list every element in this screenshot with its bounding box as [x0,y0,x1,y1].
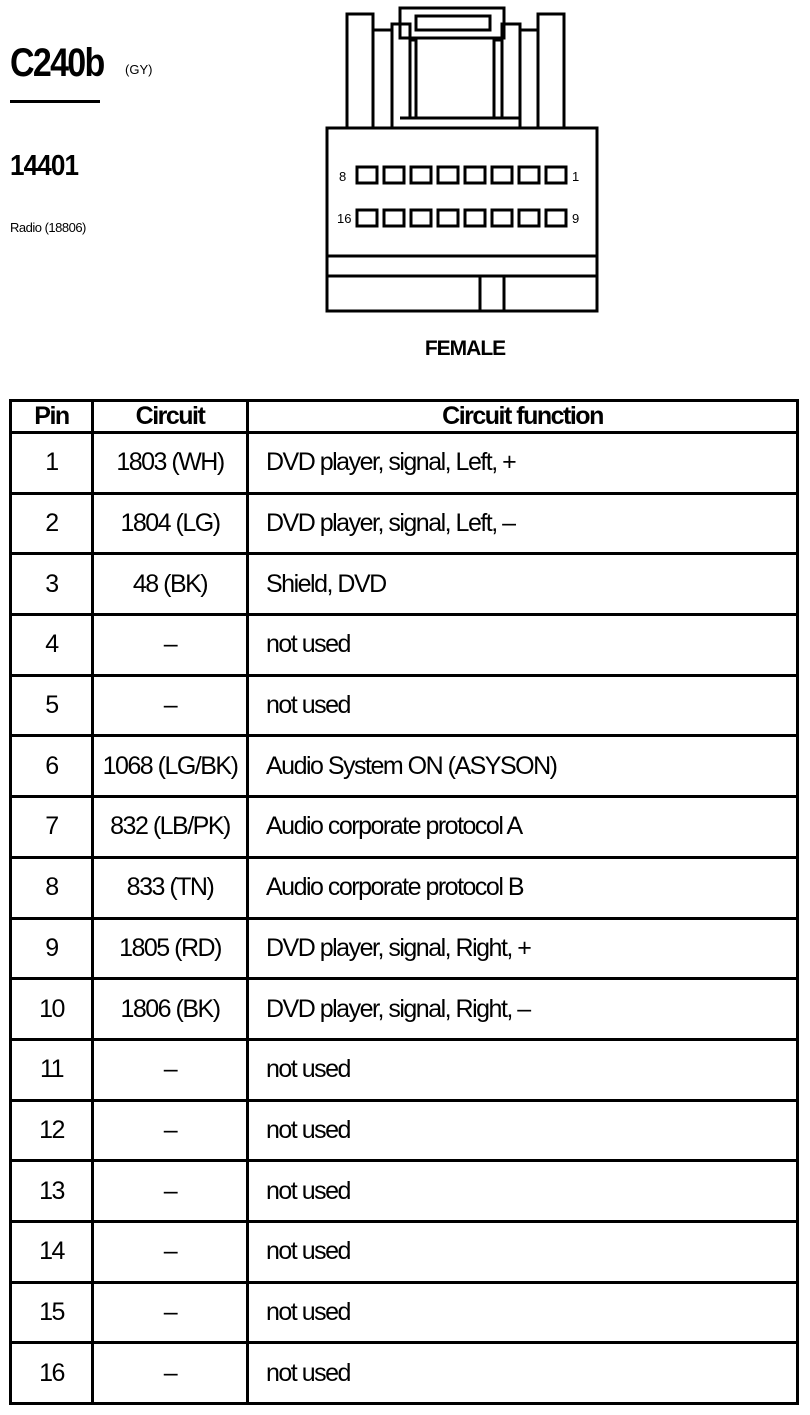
circuit-cell: – [93,1161,248,1222]
function-cell: not used [248,1100,798,1161]
pin-cell: 8 [11,857,93,918]
table-row [11,857,798,918]
pin-cell: 16 [11,1343,93,1404]
circuit-cell: – [93,1039,248,1100]
cavity-row-top [357,167,566,183]
circuit-cell: 1803 (WH) [93,433,248,494]
pin-label-8: 8 [339,169,347,184]
table-row [11,1282,798,1343]
connector-key [480,276,504,311]
pin-cell: 4 [11,615,93,676]
pin-table [9,399,799,1405]
function-cell: not used [248,675,798,736]
connector-id-underline [10,100,100,103]
circuit-cell: 832 (LB/PK) [93,797,248,858]
pin-cell: 11 [11,1039,93,1100]
circuit-cell: 1804 (LG) [93,493,248,554]
table-row [11,797,798,858]
connector-face-diagram [320,0,610,320]
function-cell: Audio corporate protocol A [248,797,798,858]
table-row [11,736,798,797]
circuit-cell: 1068 (LG/BK) [93,736,248,797]
function-cell: DVD player, signal, Right, + [248,918,798,979]
circuit-cell: 1806 (BK) [93,979,248,1040]
pin-label-9: 9 [572,211,580,226]
gender-label: FEMALE [424,337,506,360]
table-row [11,493,798,554]
circuit-cell: – [93,615,248,676]
circuit-cell: 48 (BK) [93,554,248,615]
pin-cell: 3 [11,554,93,615]
component-name: Radio (18806) [10,220,86,235]
circuit-cell: – [93,1100,248,1161]
table-row [11,675,798,736]
color-code: (GY) [125,62,153,77]
table-row [11,554,798,615]
function-cell: DVD player, signal, Left, + [248,433,798,494]
function-cell: not used [248,1161,798,1222]
circuit-cell: – [93,1221,248,1282]
pin-cell: 5 [11,675,93,736]
header-pin: Pin [11,401,93,433]
table-row [11,918,798,979]
function-cell: DVD player, signal, Right, – [248,979,798,1040]
pin-cell: 13 [11,1161,93,1222]
table-row [11,1343,798,1404]
pin-cell: 15 [11,1282,93,1343]
pin-cell: 6 [11,736,93,797]
circuit-cell: – [93,1343,248,1404]
table-row [11,1161,798,1222]
connector-latch [347,14,373,128]
table-row [11,1221,798,1282]
function-cell: Audio corporate protocol B [248,857,798,918]
circuit-cell: 1805 (RD) [93,918,248,979]
header-circuit: Circuit [93,401,248,433]
pin-label-1: 1 [572,169,580,184]
pin-cell: 12 [11,1100,93,1161]
cavity-row-bottom [357,210,566,226]
pin-cell: 10 [11,979,93,1040]
function-cell: Shield, DVD [248,554,798,615]
header-function: Circuit function [248,401,798,433]
table-row [11,1039,798,1100]
table-header-row [11,401,798,433]
pin-cell: 1 [11,433,93,494]
function-cell: not used [248,1221,798,1282]
function-cell: not used [248,1343,798,1404]
circuit-cell: – [93,675,248,736]
function-cell: not used [248,1039,798,1100]
pin-cell: 14 [11,1221,93,1282]
part-number: 14401 [10,150,79,182]
pin-cell: 2 [11,493,93,554]
function-cell: DVD player, signal, Left, – [248,493,798,554]
pin-label-16: 16 [337,211,352,226]
connector-id: C240b [10,41,104,85]
table-row [11,615,798,676]
connector-body [327,128,597,311]
table-row [11,433,798,494]
table-row [11,979,798,1040]
table-row [11,1100,798,1161]
pin-cell: 7 [11,797,93,858]
circuit-cell: – [93,1282,248,1343]
function-cell: not used [248,615,798,676]
function-cell: not used [248,1282,798,1343]
function-cell: Audio System ON (ASYSON) [248,736,798,797]
pin-cell: 9 [11,918,93,979]
circuit-cell: 833 (TN) [93,857,248,918]
